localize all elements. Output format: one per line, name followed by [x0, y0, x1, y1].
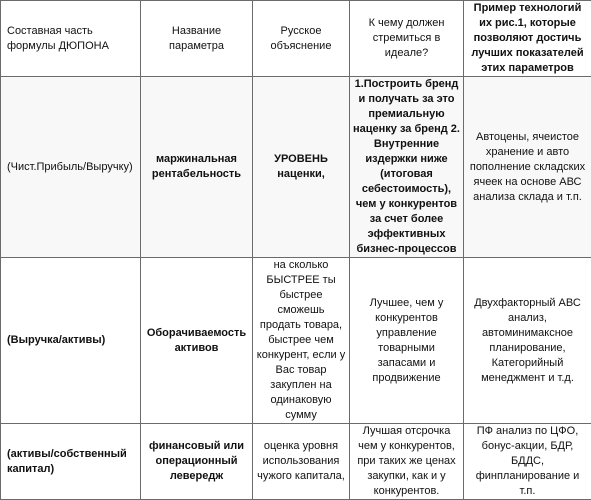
technologies-cell: Автоцены, ячеистое хранение и авто пополнение складских ячеек на основе АВС анализа склада и т.п.	[464, 77, 591, 258]
table-row	[1, 77, 591, 258]
header-technology-examples: Пример технологий их рис.1, которые позволяют достичь лучших показателей этих параметров	[464, 1, 591, 77]
explanation-cell: на сколько БЫСТРЕЕ ты быстрее сможешь продать товара, быстрее чем конкурент, если у Вас товар закуплен на одинаковую сумму	[253, 258, 350, 424]
explanation-cell: оценка уровня использования чужого капитала,	[253, 424, 350, 500]
table-row	[1, 424, 591, 500]
ideal-cell: Лучшее, чем у конкурентов управление товарными запасами и продвижение	[350, 258, 464, 424]
header-parameter-name: Название параметра	[141, 1, 253, 77]
table-row	[1, 258, 591, 424]
technologies-cell: ПФ анализ по ЦФО, бонус-акции, БДР, БДДС, финпланирование и т.п.	[464, 424, 591, 500]
ideal-cell: 1.Построить бренд и получать за это премиальную наценку за бренд 2. Внутренние издержки ниже (итоговая себестоимость), чем у конкурентов за счет более эффективных бизнес-процессов	[350, 77, 464, 258]
table-header-row	[1, 1, 591, 77]
formula-cell: (Выручка/активы)	[1, 258, 141, 424]
parameter-name-cell: Оборачиваемость активов	[141, 258, 253, 424]
formula-cell: (активы/собственный капитал)	[1, 424, 141, 500]
header-formula-part: Составная часть формулы ДЮПОНА	[1, 1, 141, 77]
parameter-name-cell: финансовый или операционный левередж	[141, 424, 253, 500]
header-ideal-target: К чему должен стремиться в идеале?	[350, 1, 464, 77]
parameter-name-cell: маржинальная рентабельность	[141, 77, 253, 258]
header-russian-explanation: Русское объяснение	[253, 1, 350, 77]
explanation-cell: УРОВЕНЬ наценки,	[253, 77, 350, 258]
ideal-cell: Лучшая отсрочка чем у конкурентов, при таких же ценах закупки, как и у конкурентов.	[350, 424, 464, 500]
formula-cell: (Чист.Прибыль/Выручку)	[1, 77, 141, 258]
technologies-cell: Двухфакторный АВС анализ, автоминимаксное планирование, Категорийный менеджмент и т.д.	[464, 258, 591, 424]
